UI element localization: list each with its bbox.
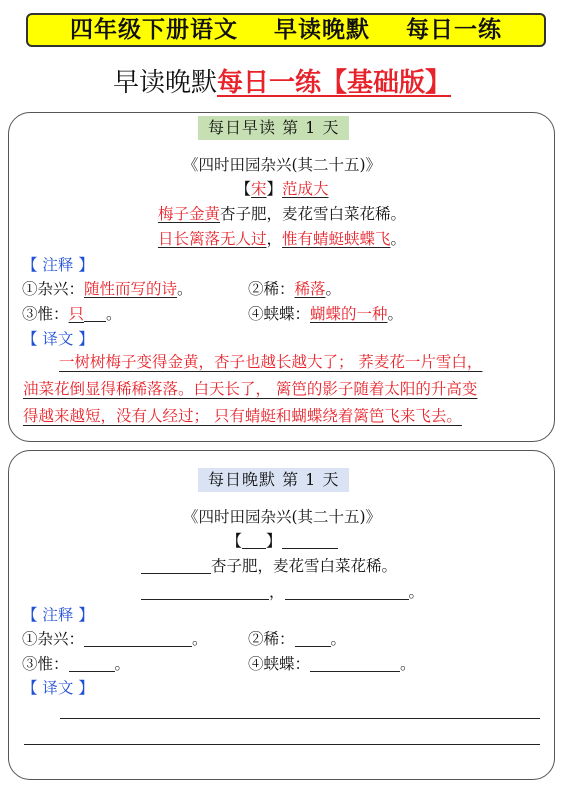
evening-note2-label: ②稀： xyxy=(248,630,295,648)
line2-second-blank[interactable] xyxy=(285,584,409,600)
evening-note4-end: 。 xyxy=(400,655,416,673)
subtitle-accent: 每日一练【基础版】 xyxy=(217,68,452,98)
evening-note-2 xyxy=(248,628,346,650)
author-blank[interactable] xyxy=(282,533,338,549)
morning-poem-line-2 xyxy=(0,228,564,250)
note4-label: ④蛱蝶： xyxy=(248,305,311,323)
evening-translation-header: 【 译文 】 xyxy=(22,679,94,697)
evening-note3-label: ③惟： xyxy=(22,655,69,673)
note3-label: ③惟： xyxy=(22,305,69,323)
note3-trailing-line xyxy=(84,306,106,322)
translation-line-1 xyxy=(28,349,543,376)
note1-value: 随性而写的诗 xyxy=(84,280,178,298)
evening-line1-rest: 杏子肥，麦花雪白菜花稀。 xyxy=(211,557,398,575)
translation-answer-line-1[interactable] xyxy=(60,718,540,719)
bracket-open: 【 xyxy=(226,532,242,550)
evening-poem-line-2 xyxy=(141,581,424,603)
evening-notes-header: 【 注释 】 xyxy=(22,606,94,624)
note4-blank[interactable] xyxy=(310,656,400,672)
evening-note-3 xyxy=(22,653,130,675)
translation-line-2-text: 油菜花倒显得稀稀落落。白天长了， 篱笆的影子随着太阳的升高变 xyxy=(23,380,478,398)
note3-blank[interactable] xyxy=(69,656,115,672)
note4-end: 。 xyxy=(387,305,404,323)
morning-note-3 xyxy=(22,303,122,325)
evening-poem-title: 《四时田园杂兴(其二十五)》 xyxy=(182,508,382,526)
note1-blank[interactable] xyxy=(84,631,192,647)
evening-note4-label: ④蛱蝶： xyxy=(248,655,311,673)
note3-value: 只 xyxy=(68,305,85,323)
note3-end: 。 xyxy=(106,305,122,323)
morning-poem-line-1 xyxy=(0,203,564,225)
dynasty: 宋 xyxy=(250,180,267,198)
note1-label: ①杂兴： xyxy=(22,280,85,298)
evening-note1-label: ①杂兴： xyxy=(22,630,85,648)
translation-line-2 xyxy=(23,376,538,403)
line2-end: 。 xyxy=(390,230,407,248)
note2-blank[interactable] xyxy=(295,631,331,647)
morning-note-4 xyxy=(248,303,403,325)
note2-value: 稀落 xyxy=(294,280,326,298)
bracket-close: 】 xyxy=(266,532,282,550)
evening-note-1 xyxy=(22,628,208,650)
evening-note-4 xyxy=(248,653,416,675)
morning-poem-title: 《四时田园杂兴(其二十五)》 xyxy=(182,156,382,174)
morning-translation-header: 【 译文 】 xyxy=(22,330,94,348)
evening-note3-end: 。 xyxy=(114,655,131,673)
note4-value: 蝴蝶的一种 xyxy=(310,305,388,323)
line1-blank[interactable] xyxy=(141,558,211,574)
morning-notes-header: 【 注释 】 xyxy=(22,256,94,274)
morning-note-2 xyxy=(248,278,341,300)
evening-note2-end: 。 xyxy=(330,630,347,648)
evening-poem-line-1 xyxy=(141,555,397,577)
dynasty-blank[interactable] xyxy=(242,533,266,549)
translation-line-3 xyxy=(23,403,538,430)
note2-end: 。 xyxy=(325,280,342,298)
subtitle-label: 早读晚默 xyxy=(112,68,217,98)
morning-tag: 每日早读 第 1 天 xyxy=(198,116,349,140)
line2-comma: ， xyxy=(269,583,285,601)
line2-second-half: 惟有蜻蜓蛱蝶飞 xyxy=(282,230,391,248)
line1-red-text: 梅子金黄 xyxy=(157,205,220,223)
line1-rest-text: 杏子肥，麦花雪白菜花稀。 xyxy=(220,205,407,223)
line2-first-blank[interactable] xyxy=(141,584,269,600)
evening-dynasty-author xyxy=(0,530,564,552)
line2-period: 。 xyxy=(408,583,425,601)
note2-label: ②稀： xyxy=(248,280,295,298)
line2-first-half: 日长篱落无人过 xyxy=(157,230,267,248)
subtitle xyxy=(0,66,564,100)
morning-note-1 xyxy=(22,278,193,300)
page-banner: 四年级下册语文 早读晚默 每日一练 xyxy=(26,13,546,47)
note1-end: 。 xyxy=(177,280,193,298)
translation-answer-line-2[interactable] xyxy=(24,744,540,745)
translation-line-3-text: 得越来越短，没有人经过； 只有蜻蜓和蝴蝶绕着篱笆飞来飞去。 xyxy=(23,407,462,425)
evening-note1-end: 。 xyxy=(192,630,208,648)
translation-line-1-text: 一树树梅子变得金黄，杏子也越长越大了； 荞麦花一片雪白， xyxy=(59,353,483,371)
evening-tag: 每日晚默 第 1 天 xyxy=(198,468,349,492)
morning-dynasty-author: 【宋】范成大 xyxy=(235,180,329,198)
author: 范成大 xyxy=(282,180,329,198)
line2-separator: ， xyxy=(266,230,282,248)
